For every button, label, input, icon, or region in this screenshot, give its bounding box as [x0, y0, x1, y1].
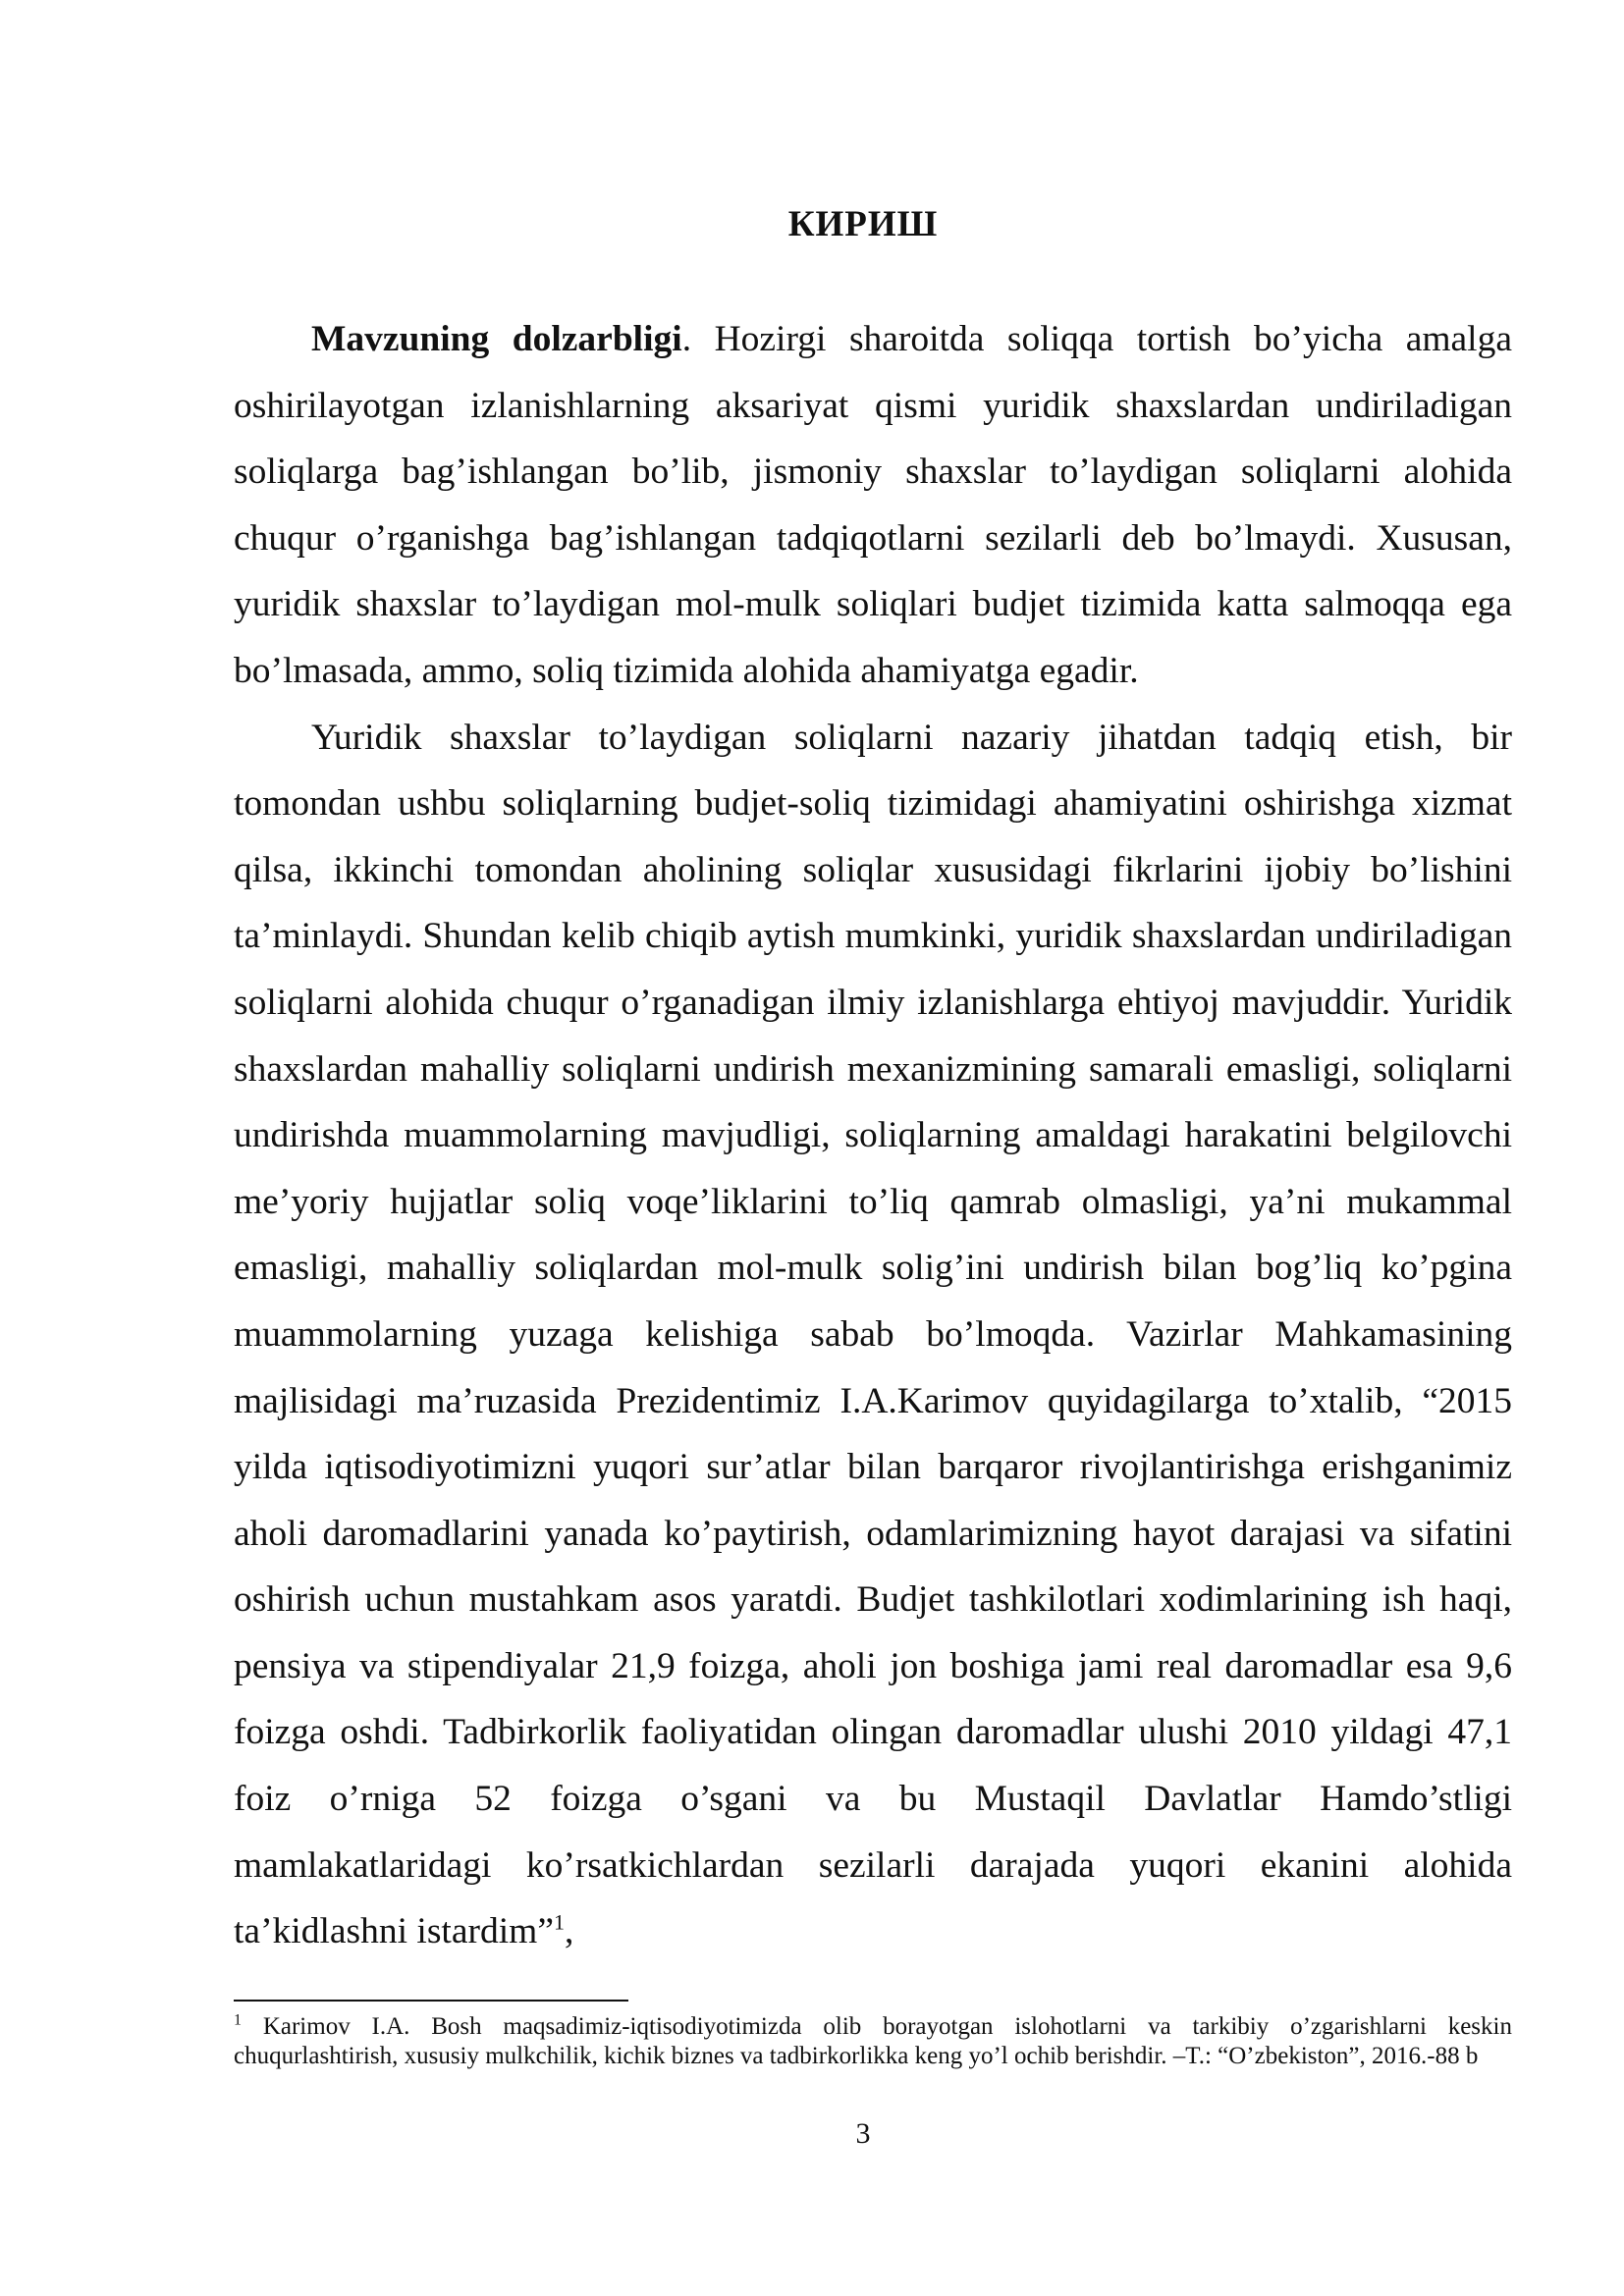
footnote-separator — [234, 2000, 628, 2002]
body-text — [234, 306, 1512, 1965]
footnote-marker: 1 — [234, 2011, 242, 2029]
footnote-reference[interactable]: 1 — [553, 1909, 565, 1935]
paragraph-research — [234, 705, 1512, 1965]
paragraph-relevance — [234, 306, 1512, 705]
paragraph-tail: , — [564, 1911, 574, 1952]
paragraph-text: Yuridik shaxslar to’laydigan soliqlarni nazariy jihatdan tadqiq etish, bir tomondan ushbu soliqlarning budjet-soliq tizimidagi ahamiyatini oshirishga xizmat qilsa, ikkinchi tomondan aholining soliqlar xususidagi fikrlarini ijobiy bo’lishini ta’minlaydi. Shundan kelib chiqib aytish mumkinki, yuridik shaxslardan undiriladigan soliqlarni alohida chuqur o’rganadigan ilmiy izlanishlarga ehtiyoj mavjuddir. Yuridik shaxslardan mahalliy soliqlarni undirish mexanizmining samarali emasligi, soliqlarni undirishda muammolarning mavjudligi, soliqlarning amaldagi harakatini belgilovchi me’yoriy hujjatlar soliq voqe’liklarini to’liq qamrab olmasligi, ya’ni mukammal emasligi, mahalliy soliqlardan mol-mulk solig’ini undirish bilan bog’liq ko’pgina muammolarning yuzaga kelishiga sabab bo’lmoqda. Vazirlar Mahkamasining majlisidagi ma’ruzasida Prezidentimiz I.A.Karimov quyidagilarga to’xtalib, “2015 yilda iqtisodiyotimizni yuqori sur’atlar bilan barqaror rivojlantirishga erishganimiz aholi daromadlarini yanada ko’paytirish, odamlarimizning hayot darajasi va sifatini oshirish uchun mustahkam asos yaratdi. Budjet tashkilotlari xodimlarining ish haqi, pensiya va stipendiyalar 21,9 foizga, aholi jon boshiga jami real daromadlar esa 9,6 foizga oshdi. Tadbirkorlik faoliyatidan olingan daromadlar ulushi 2010 yildagi 47,1 foiz o’rniga 52 foizga o’sgani va bu Mustaqil Davlatlar Hamdo’stligi mamlakatlaridagi ko’rsatkichlardan sezilarli darajada yuqori ekanini alohida ta’kidlashni istardim” — [234, 717, 1512, 1952]
footnote — [234, 2012, 1512, 2071]
paragraph-text: . Hozirgi sharoitda soliqqa tortish bo’yicha amalga oshirilayotgan izlanishlarning aksariyat qismi yuridik shaxslardan undiriladigan soliqlarga bag’ishlangan bo’lib, jismoniy shaxslar to’laydigan soliqlarni alohida chuqur o’rganishga bag’ishlangan tadqiqotlarni sezilarli deb bo’lmaydi. Xususan, yuridik shaxslar to’laydigan mol-mulk soliqlari budjet tizimida katta salmoqqa ega bo’lmasada, ammo, soliq tizimida alohida ahamiyatga egadir. — [234, 319, 1512, 691]
section-heading: КИРИШ — [787, 204, 939, 244]
footnote-text: Karimov I.A. Bosh maqsadimiz-iqtisodiyotimizda olib borayotgan islohotlarni va tarkibiy o’zgarishlarni keskin chuqurlashtirish, xususiy mulkchilik, kichik biznes va tadbirkorlikka keng yo’l ochib berishdir. –T.: “O’zbekiston”, 2016.-88 b — [234, 2013, 1512, 2069]
paragraph-lead: Mavzuning dolzarbligi — [311, 319, 682, 359]
page-number: 3 — [855, 2117, 871, 2150]
